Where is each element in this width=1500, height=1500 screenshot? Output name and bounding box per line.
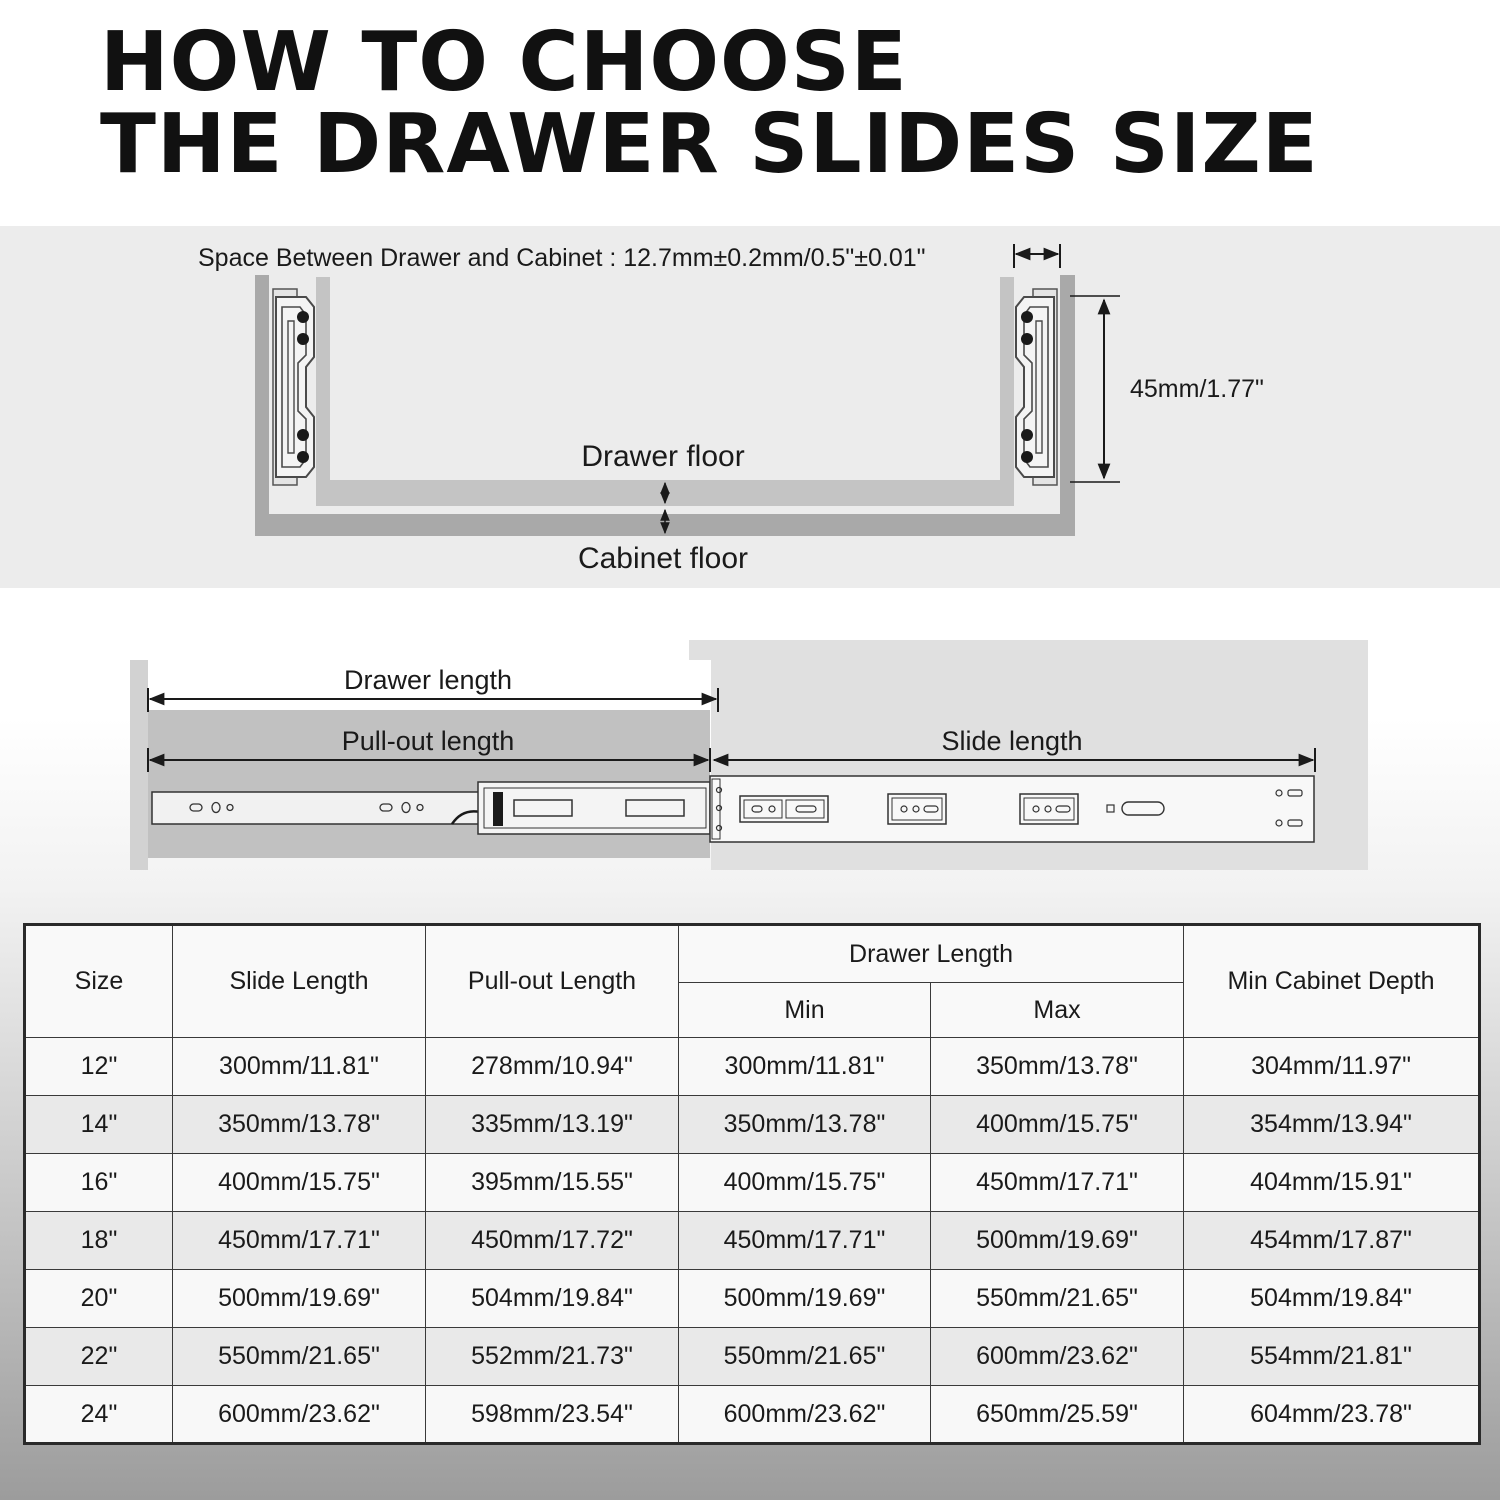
pullout-length-label: Pull-out length: [341, 726, 515, 756]
gap-dimension: [1014, 244, 1060, 268]
cell-drawer-max: 600mm/23.62": [931, 1328, 1184, 1386]
cell-slide-length: 500mm/19.69": [173, 1270, 426, 1328]
cell-pullout-length: 450mm/17.72": [426, 1212, 679, 1270]
cell-pullout-length: 552mm/21.73": [426, 1328, 679, 1386]
cell-slide-length: 300mm/11.81": [173, 1038, 426, 1096]
cell-pullout-length: 395mm/15.55": [426, 1154, 679, 1212]
cell-size: 24": [25, 1386, 173, 1444]
cell-pullout-length: 278mm/10.94": [426, 1038, 679, 1096]
cell-slide-length: 350mm/13.78": [173, 1096, 426, 1154]
title-line-2: THE DRAWER SLIDES SIZE: [100, 97, 1319, 192]
cell-drawer-max: 500mm/19.69": [931, 1212, 1184, 1270]
table-row: [25, 1212, 1480, 1270]
middle-member-rail: [478, 782, 710, 834]
header-min-cabinet-depth: Min Cabinet Depth: [1184, 925, 1480, 1038]
slide-length-label: Slide length: [941, 726, 1083, 756]
header-pullout-length: Pull-out Length: [426, 925, 679, 1038]
cell-size: 22": [25, 1328, 173, 1386]
height-dimension: [1070, 296, 1120, 482]
cell-min-cabinet-depth: 404mm/15.91": [1184, 1154, 1480, 1212]
cell-drawer-max: 400mm/15.75": [931, 1096, 1184, 1154]
cell-pullout-length: 335mm/13.19": [426, 1096, 679, 1154]
cell-min-cabinet-depth: 354mm/13.94": [1184, 1096, 1480, 1154]
size-chart-table: [23, 923, 1481, 1445]
cell-size: 18": [25, 1212, 173, 1270]
cell-pullout-length: 598mm/23.54": [426, 1386, 679, 1444]
slide-height-label: 45mm/1.77": [1130, 375, 1264, 403]
cell-drawer-min: 550mm/21.65": [679, 1328, 931, 1386]
header-drawer-length: Drawer Length: [679, 925, 1184, 983]
cell-drawer-max: 650mm/25.59": [931, 1386, 1184, 1444]
cell-slide-length: 600mm/23.62": [173, 1386, 426, 1444]
cell-min-cabinet-depth: 504mm/19.84": [1184, 1270, 1480, 1328]
table-row: [25, 1328, 1480, 1386]
cell-size: 12": [25, 1038, 173, 1096]
cell-drawer-min: 400mm/15.75": [679, 1154, 931, 1212]
table-row: [25, 1096, 1480, 1154]
cell-min-cabinet-depth: 304mm/11.97": [1184, 1038, 1480, 1096]
cell-slide-length: 550mm/21.65": [173, 1328, 426, 1386]
table-row: [25, 1038, 1480, 1096]
title-line-1: HOW TO CHOOSE: [100, 15, 908, 110]
header-drawer-max: Max: [931, 983, 1184, 1038]
drawer-member-rail: [152, 792, 482, 824]
header-drawer-min: Min: [679, 983, 931, 1038]
cell-min-cabinet-depth: 554mm/21.81": [1184, 1328, 1480, 1386]
drawer-length-label: Drawer length: [343, 665, 513, 695]
cell-drawer-min: 350mm/13.78": [679, 1096, 931, 1154]
cell-min-cabinet-depth: 604mm/23.78": [1184, 1386, 1480, 1444]
header-size: Size: [25, 925, 173, 1038]
cell-drawer-min: 600mm/23.62": [679, 1386, 931, 1444]
cabinet-floor-label: Cabinet floor: [577, 542, 749, 575]
cell-drawer-max: 350mm/13.78": [931, 1038, 1184, 1096]
header-slide-length: Slide Length: [173, 925, 426, 1038]
cell-pullout-length: 504mm/19.84": [426, 1270, 679, 1328]
drawer-floor-label: Drawer floor: [581, 440, 745, 473]
cell-drawer-max: 550mm/21.65": [931, 1270, 1184, 1328]
cell-drawer-min: 500mm/19.69": [679, 1270, 931, 1328]
cell-drawer-max: 450mm/17.71": [931, 1154, 1184, 1212]
space-between-label: Space Between Drawer and Cabinet : 12.7mm±0.2mm/0.5"±0.01": [198, 244, 926, 272]
cell-drawer-min: 450mm/17.71": [679, 1212, 931, 1270]
cell-slide-length: 450mm/17.71": [173, 1212, 426, 1270]
cell-size: 20": [25, 1270, 173, 1328]
table-row: [25, 1154, 1480, 1212]
cell-drawer-min: 300mm/11.81": [679, 1038, 931, 1096]
cell-size: 14": [25, 1096, 173, 1154]
cell-min-cabinet-depth: 454mm/17.87": [1184, 1212, 1480, 1270]
right-slide-profile: [1016, 289, 1057, 485]
table-row: [25, 1270, 1480, 1328]
cabinet-member-rail: [710, 776, 1314, 842]
cell-size: 16": [25, 1154, 173, 1212]
table-row: [25, 1386, 1480, 1444]
left-slide-profile: [273, 289, 314, 485]
cell-slide-length: 400mm/15.75": [173, 1154, 426, 1212]
